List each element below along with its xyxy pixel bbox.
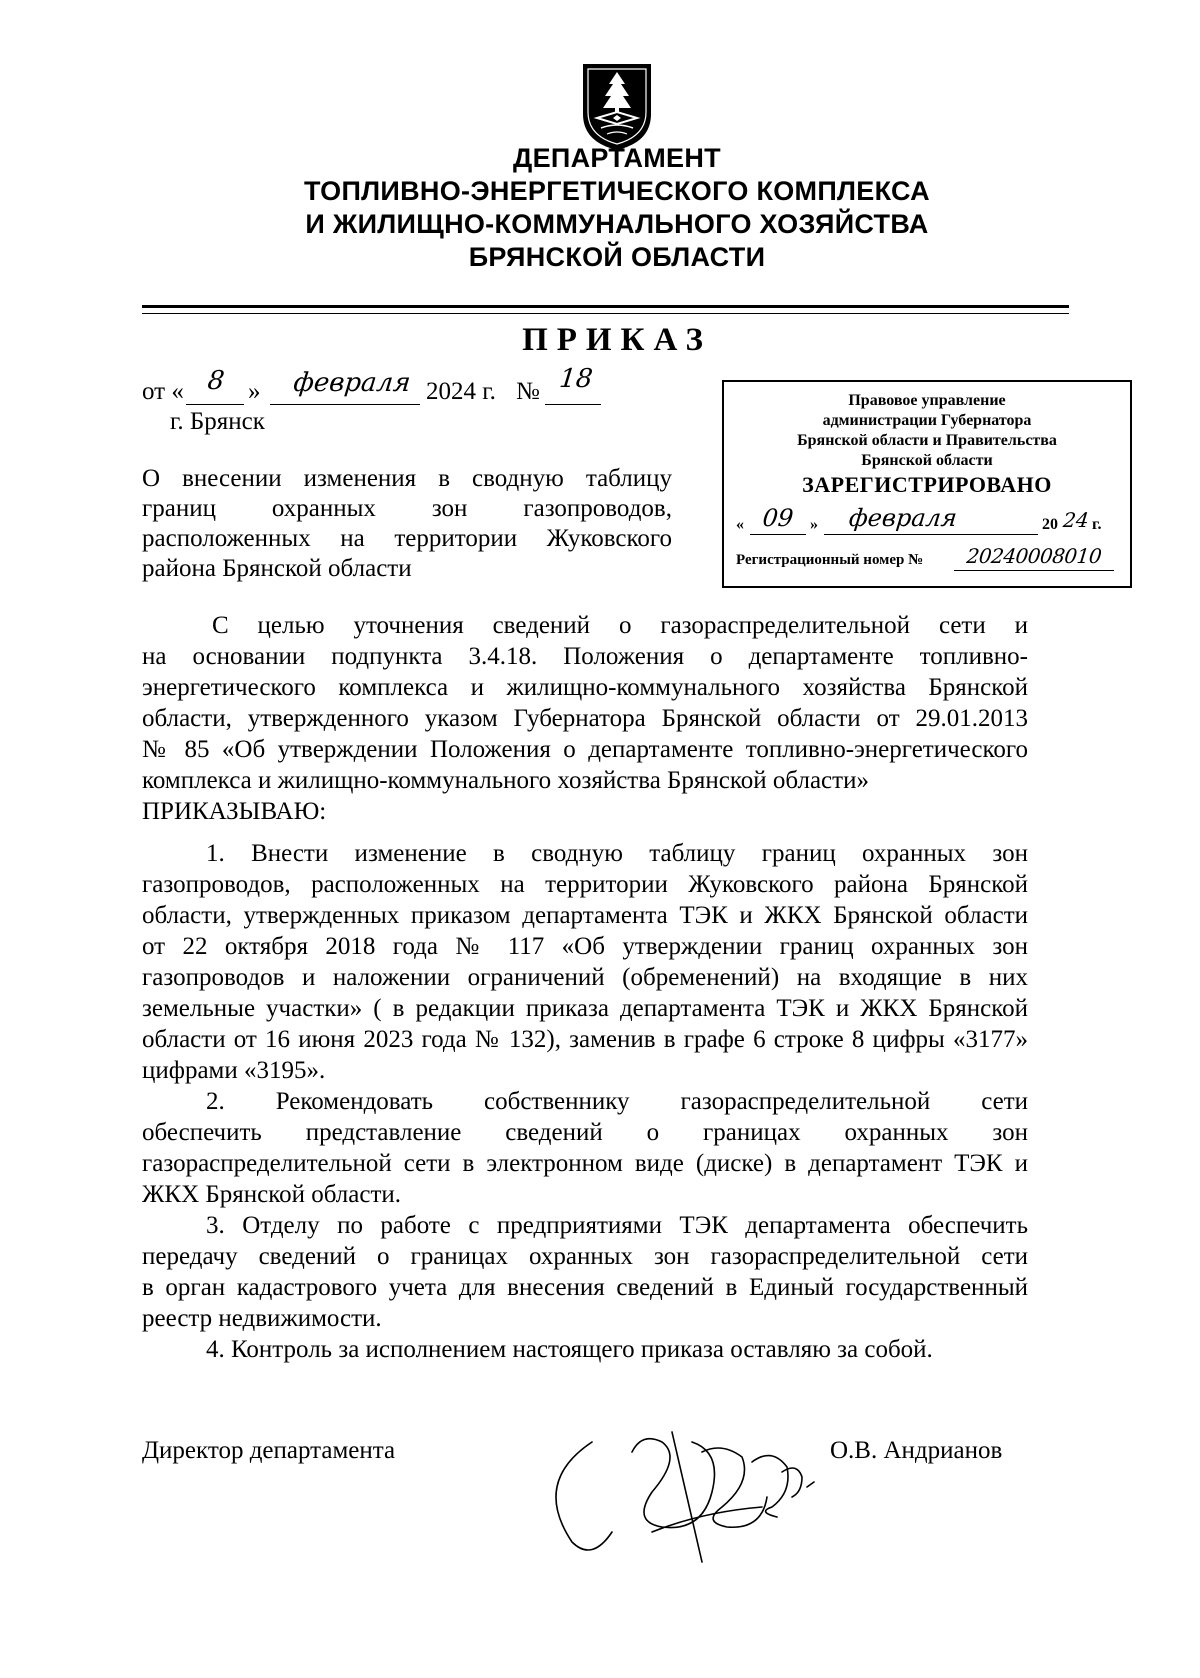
stamp-month-underline xyxy=(824,534,1038,535)
header-divider-thin xyxy=(142,313,1069,314)
stamp-org-line-4: Брянской области xyxy=(861,452,993,469)
stamp-org-line-3: Брянской области и Правительства xyxy=(797,432,1057,449)
stamp-close-quote: » xyxy=(810,516,818,533)
preamble-line-4: области, утвержденного указом Губернатора Брянской области от 29.01.2013 xyxy=(142,705,1028,732)
item1-line-7: области от 16 июня 2023 года № 132), заменив в графе 6 строке 8 цифры «3177» xyxy=(142,1026,1028,1053)
stamp-year-suffix: 24 xyxy=(1062,508,1090,532)
preamble-line-5: № 85 «Об утверждении Положения о департаменте топливно-энергетического xyxy=(142,736,1028,763)
date-month: февраля xyxy=(292,368,412,398)
date-month-underline xyxy=(270,404,420,405)
department-title-line-4: БРЯНСКОЙ ОБЛАСТИ xyxy=(468,242,766,272)
subject-line-4: района Брянской области xyxy=(142,555,412,582)
subject-line-2: границ охранных зон газопроводов, xyxy=(142,495,672,522)
department-title-line-3: И ЖИЛИЩНО-КОММУНАЛЬНОГО ХОЗЯЙСТВА xyxy=(305,209,929,239)
stamp-org-line-1: Правовое управление xyxy=(848,392,1006,409)
item1-line-6: земельные участки» ( в редакции приказа департамента ТЭК и ЖКХ Брянской xyxy=(142,995,1028,1022)
date-prefix: от « xyxy=(142,378,184,405)
item1-line-3: области, утвержденных приказом департамента ТЭК и ЖКХ Брянской области xyxy=(142,902,1028,929)
item3-line-2: передачу сведений о границах охранных зон газораспределительной сети xyxy=(142,1243,1028,1270)
item1-line-4: от 22 октября 2018 года № 117 «Об утверждении границ охранных зон xyxy=(142,933,1028,960)
handwritten-signature xyxy=(552,1412,852,1572)
document-number: 18 xyxy=(557,364,595,394)
header-divider-thick xyxy=(142,305,1069,308)
preamble-line-6: комплекса и жилищно-коммунального хозяйства Брянской области» xyxy=(142,767,869,794)
stamp-reg-underline xyxy=(954,570,1114,571)
item2-line-4: ЖКХ Брянской области. xyxy=(142,1181,402,1208)
order-word: ПРИКАЗЫВАЮ: xyxy=(142,798,327,825)
item3-line-4: реестр недвижимости. xyxy=(142,1305,382,1332)
stamp-registered-title: ЗАРЕГИСТРИРОВАНО xyxy=(802,472,1052,497)
item2-line-2: обеспечить представление сведений о границах охранных зон xyxy=(142,1119,1028,1146)
preamble-line-2: на основании подпункта 3.4.18. Положения о департаменте топливно- xyxy=(142,643,1028,670)
item2-line-3: газораспределительной сети в электронном виде (диске) в департамент ТЭК и xyxy=(142,1150,1028,1177)
stamp-month: февраля xyxy=(847,504,959,532)
stamp-day: 09 xyxy=(761,504,795,532)
item1-line-1: 1. Внести изменение в сводную таблицу границ охранных зон xyxy=(206,840,1028,867)
number-underline xyxy=(545,404,601,405)
item1-line-2: газопроводов, расположенных на территории Жуковского района Брянской xyxy=(142,871,1028,898)
stamp-day-underline xyxy=(750,534,806,535)
item3-line-1: 3. Отделу по работе с предприятиями ТЭК департамента обеспечить xyxy=(206,1212,1028,1239)
document-type-title: ПРИКАЗ xyxy=(522,322,712,358)
item2-line-1: 2. Рекомендовать собственнику газораспределительной сети xyxy=(206,1088,1028,1115)
stamp-year-g: г. xyxy=(1092,516,1102,533)
date-year: 2024 г. xyxy=(426,378,496,405)
preamble-line-1: С целью уточнения сведений о газораспределительной сети и xyxy=(212,612,1028,639)
stamp-org-line-2: администрации Губернатора xyxy=(822,412,1032,429)
signer-name: О.В. Андрианов xyxy=(830,1437,1003,1464)
date-close-quote: » xyxy=(248,378,261,405)
date-day-underline xyxy=(186,404,244,405)
item1-line-8: цифрами «3195». xyxy=(142,1057,326,1084)
stamp-open-quote: « xyxy=(736,516,744,533)
subject-line-3: расположенных на территории Жуковского xyxy=(142,525,672,552)
city: г. Брянск xyxy=(170,408,265,435)
registration-stamp xyxy=(722,380,1132,588)
stamp-reg-number: 20240008010 xyxy=(965,544,1103,568)
subject-line-1: О внесении изменения в сводную таблицу xyxy=(142,465,672,492)
signer-position: Директор департамента xyxy=(142,1437,396,1464)
date-day: 8 xyxy=(206,366,226,396)
item4-line-1: 4. Контроль за исполнением настоящего приказа оставляю за собой. xyxy=(206,1336,933,1363)
department-title-line-2: ТОПЛИВНО-ЭНЕРГЕТИЧЕСКОГО КОМПЛЕКСА xyxy=(304,176,930,206)
stamp-reg-label: Регистрационный номер № xyxy=(736,552,924,568)
department-title-line-1: ДЕПАРТАМЕНТ xyxy=(513,143,721,173)
number-label: № xyxy=(516,378,540,405)
item1-line-5: газопроводов и наложении ограничений (обременений) на входящие в них xyxy=(142,964,1028,991)
coat-of-arms-emblem xyxy=(581,62,653,152)
preamble-line-3: энергетического комплекса и жилищно-коммунального хозяйства Брянской xyxy=(142,674,1028,701)
item3-line-3: в орган кадастрового учета для внесения сведений в Единый государственный xyxy=(142,1274,1028,1301)
stamp-year-prefix: 20 xyxy=(1042,516,1058,533)
